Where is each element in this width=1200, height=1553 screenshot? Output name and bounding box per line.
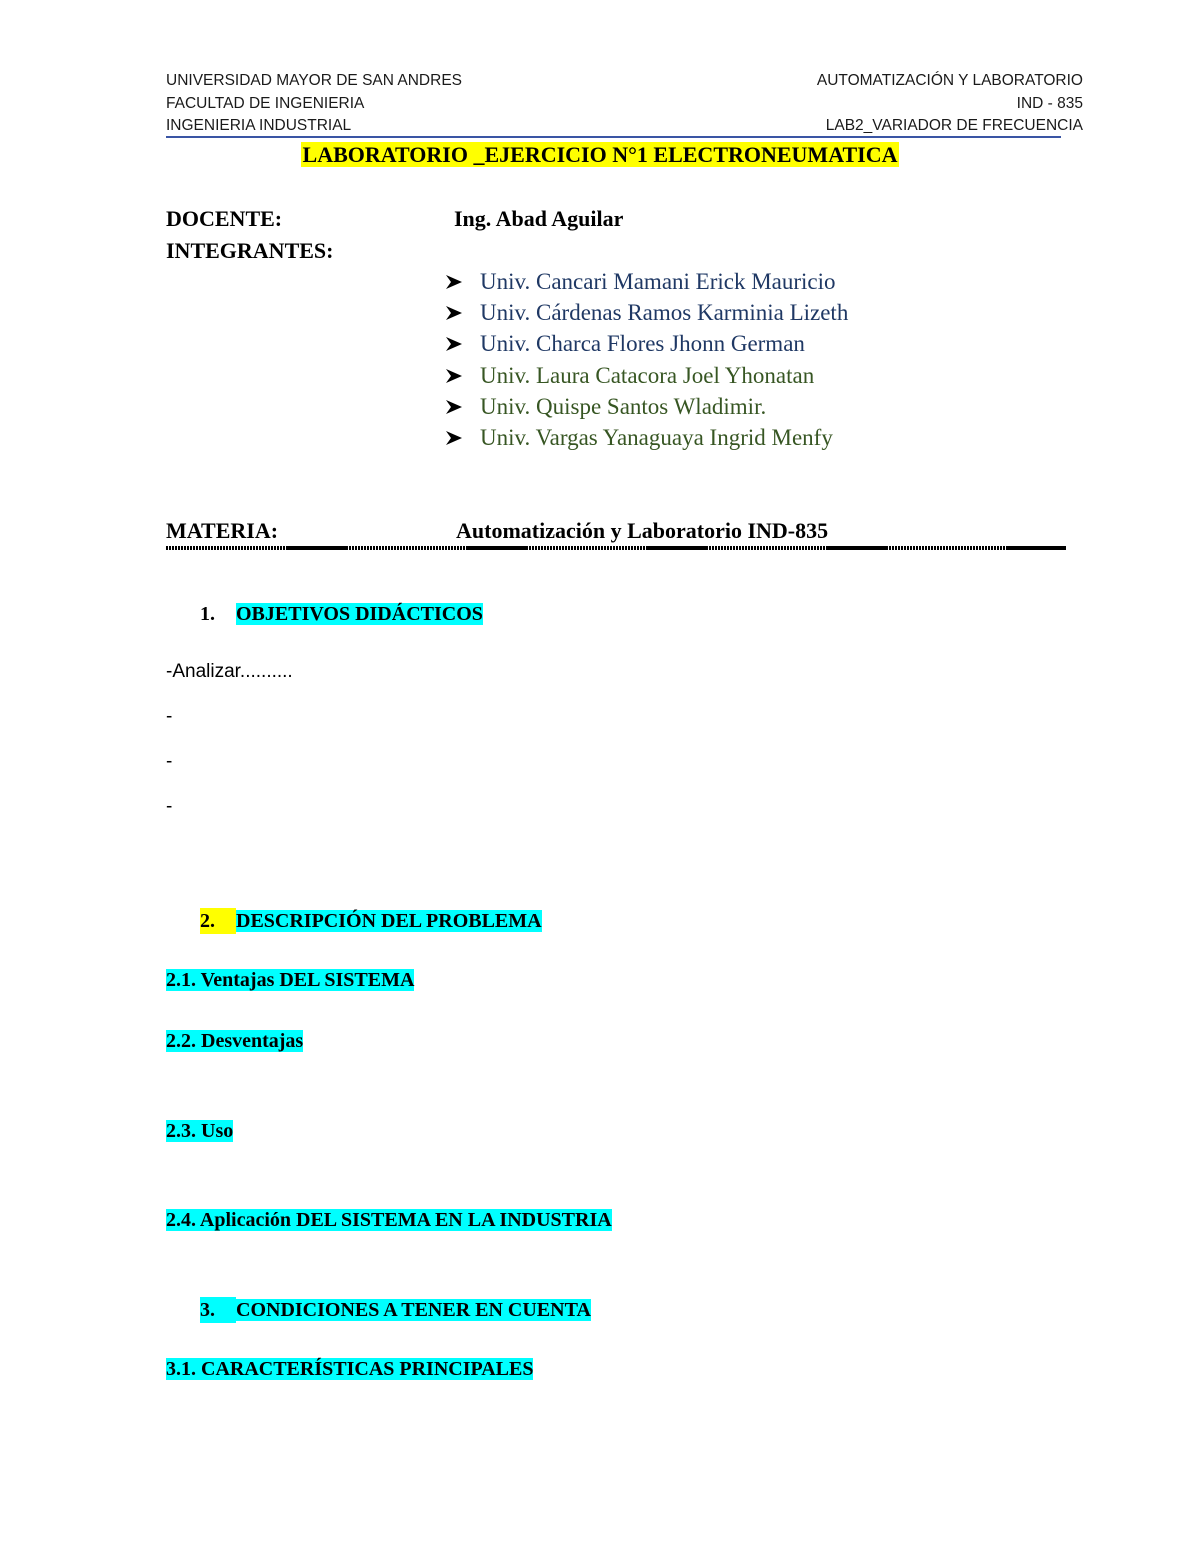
objective-line: -Analizar.......... bbox=[166, 661, 293, 682]
page-header bbox=[166, 70, 1083, 138]
section-3-heading bbox=[200, 1297, 591, 1323]
subsection-2-4-title: 2.4. Aplicación DEL SISTEMA EN LA INDUSTRIA bbox=[166, 1209, 612, 1231]
member-name: Univ. Cancari Mamani Erick Mauricio bbox=[480, 269, 836, 294]
member-name: Univ. Quispe Santos Wladimir. bbox=[480, 393, 767, 419]
section-3-title: CONDICIONES A TENER EN CUENTA bbox=[236, 1299, 591, 1321]
header-department: INGENIERIA INDUSTRIAL bbox=[166, 117, 352, 134]
arrow-bullet-icon bbox=[444, 329, 466, 359]
arrow-bullet-icon bbox=[444, 298, 466, 328]
objective-line: - bbox=[166, 706, 173, 727]
arrow-bullet-icon bbox=[444, 361, 466, 391]
subsection-2-4 bbox=[166, 1207, 612, 1233]
subsection-2-3 bbox=[166, 1118, 233, 1144]
member-name: Univ. Charca Flores Jhonn German bbox=[480, 331, 805, 357]
members-list bbox=[444, 267, 848, 454]
materia-label: MATERIA: bbox=[166, 518, 279, 543]
section-1-title: OBJETIVOS DIDÁCTICOS bbox=[236, 603, 483, 625]
header-faculty: FACULTAD DE INGENIERIA bbox=[166, 94, 365, 112]
header-row bbox=[166, 93, 1083, 116]
header-row bbox=[166, 115, 1083, 138]
list-item bbox=[444, 392, 848, 423]
member-name: Univ. Cárdenas Ramos Karminia Lizeth bbox=[480, 300, 849, 326]
header-university: UNIVERSIDAD MAYOR DE SAN ANDRES bbox=[166, 72, 462, 89]
section-3-number: 3. bbox=[200, 1297, 236, 1323]
subsection-3-1-title: 3.1. CARACTERÍSTICAS PRINCIPALES bbox=[166, 1358, 534, 1380]
subsection-2-3-title: 2.3. Uso bbox=[166, 1120, 234, 1142]
header-row bbox=[166, 70, 1083, 93]
list-item bbox=[444, 423, 848, 454]
header-lab-name: LAB2_VARIADOR DE FRECUENCIA bbox=[825, 117, 1083, 134]
subsection-2-2 bbox=[166, 1028, 303, 1054]
section-1-heading bbox=[200, 601, 483, 627]
materia-value: Automatización y Laboratorio IND-835 bbox=[456, 518, 829, 543]
section-2-heading bbox=[200, 908, 542, 934]
materia-divider-accent bbox=[166, 546, 1066, 550]
document-title-text: LABORATORIO _EJERCICIO N°1 ELECTRONEUMATICA bbox=[302, 142, 898, 167]
arrow-bullet-icon bbox=[444, 392, 466, 422]
list-item bbox=[444, 267, 848, 298]
section-2-title: DESCRIPCIÓN DEL PROBLEMA bbox=[236, 910, 542, 932]
section-2-number: 2. bbox=[200, 908, 236, 934]
subsection-2-1-title: 2.1. Ventajas DEL SISTEMA bbox=[166, 969, 415, 991]
integrantes-label: INTEGRANTES: bbox=[166, 238, 334, 263]
list-item bbox=[444, 298, 848, 329]
docente-value: Ing. Abad Aguilar bbox=[454, 206, 624, 231]
list-item bbox=[444, 361, 848, 392]
section-1-number: 1. bbox=[200, 603, 215, 625]
header-course-code: IND - 835 bbox=[1016, 94, 1083, 112]
list-item bbox=[444, 329, 848, 360]
header-divider bbox=[166, 136, 1061, 138]
header-course: AUTOMATIZACIÓN Y LABORATORIO bbox=[816, 72, 1083, 89]
arrow-bullet-icon bbox=[444, 423, 466, 453]
docente-label: DOCENTE: bbox=[166, 206, 283, 231]
subsection-2-2-title: 2.2. Desventajas bbox=[166, 1030, 304, 1052]
document-title bbox=[0, 141, 1200, 169]
objective-line: - bbox=[166, 751, 173, 772]
objective-line: - bbox=[166, 796, 173, 817]
arrow-bullet-icon bbox=[444, 267, 466, 297]
member-name: Univ. Laura Catacora Joel Yhonatan bbox=[480, 362, 815, 388]
member-name: Univ. Vargas Yanaguaya Ingrid Menfy bbox=[480, 424, 833, 450]
subsection-3-1 bbox=[166, 1356, 533, 1382]
subsection-2-1 bbox=[166, 967, 414, 993]
